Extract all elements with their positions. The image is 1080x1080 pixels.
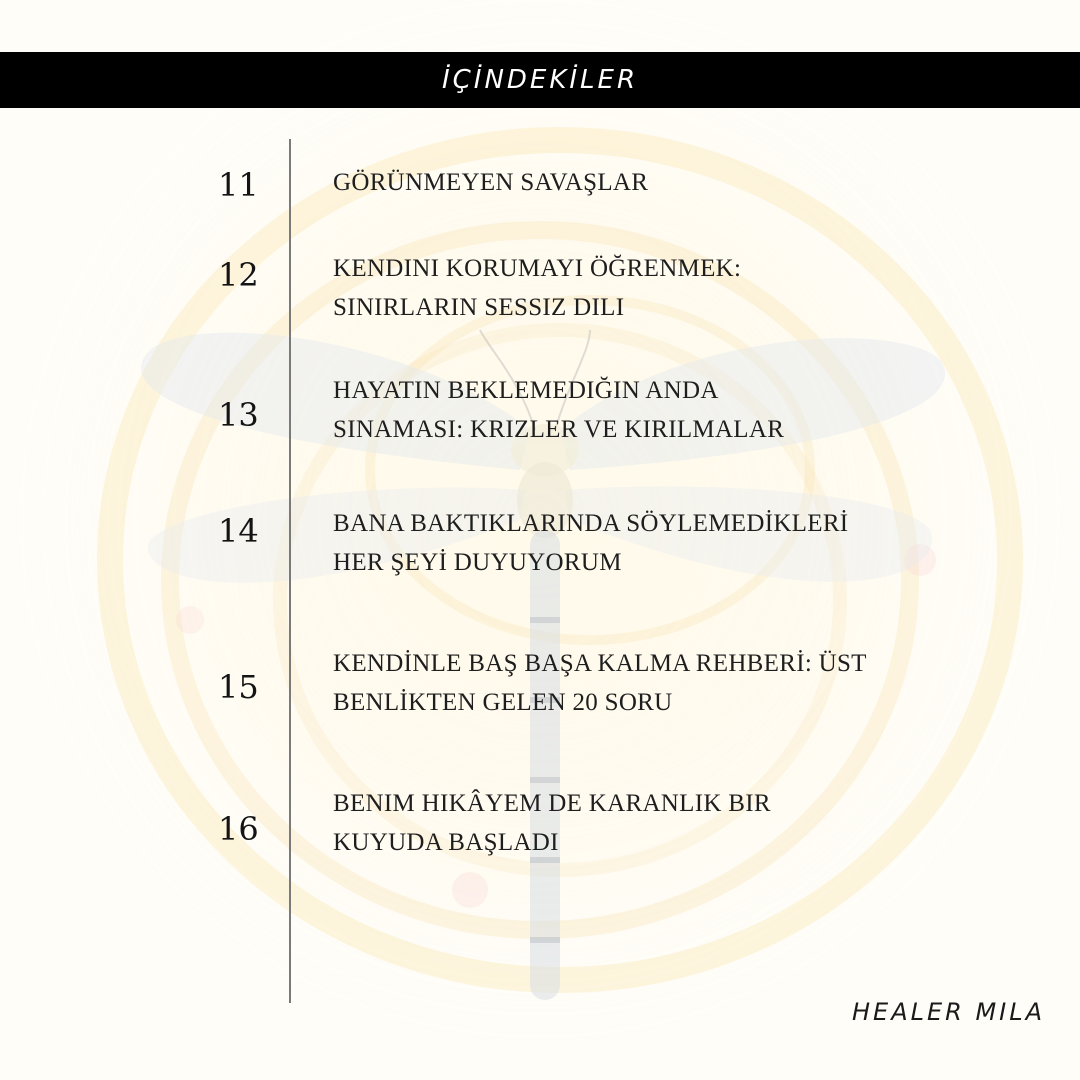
toc-entry-number: 12 xyxy=(218,256,259,294)
title-bar xyxy=(0,52,1080,108)
toc-entry-number: 11 xyxy=(218,166,259,204)
toc-entry-number: 16 xyxy=(218,810,259,848)
toc-entry-title xyxy=(333,249,893,327)
toc-entry-line: HER ŞEYİ DUYUYORUM xyxy=(333,549,622,576)
toc-entry-title xyxy=(333,504,893,582)
toc-entry-line: KENDINI KORUMAYI ÖĞRENMEK: xyxy=(333,255,742,282)
toc-entry-title xyxy=(333,644,893,722)
toc-entry-line: KENDİNLE BAŞ BAŞA KALMA REHBERİ: ÜST xyxy=(333,650,867,677)
toc-entry-line: SINIRLARIN SESSIZ DILI xyxy=(333,294,625,321)
toc-entry-number: 13 xyxy=(218,396,259,434)
toc-entry-line: KUYUDA BAŞLADI xyxy=(333,829,559,856)
toc-entry-line: SINAMASI: KRIZLER VE KIRILMALAR xyxy=(333,416,785,443)
toc-entry-title xyxy=(333,371,893,449)
toc-entry-line: BANA BAKTIKLARINDA SÖYLEMEDİKLERİ xyxy=(333,510,849,537)
toc-entry-line: BENLİKTEN GELEN 20 SORU xyxy=(333,689,673,716)
toc-entry-line: GÖRÜNMEYEN SAVAŞLAR xyxy=(333,169,649,196)
toc-entry-number: 15 xyxy=(218,668,259,706)
toc-entry-title xyxy=(333,163,893,202)
author-signature: HEALER MILA xyxy=(852,998,1046,1026)
toc-entry-title xyxy=(333,784,893,862)
toc-entry-number: 14 xyxy=(218,512,259,550)
toc-entry-line: BENIM HIKÂYEM DE KARANLIK BIR xyxy=(333,790,771,817)
page-title: İÇİNDEKİLER xyxy=(441,65,639,95)
vertical-divider xyxy=(289,139,291,1003)
toc-entry-line: HAYATIN BEKLEMEDIĞIN ANDA xyxy=(333,377,719,404)
